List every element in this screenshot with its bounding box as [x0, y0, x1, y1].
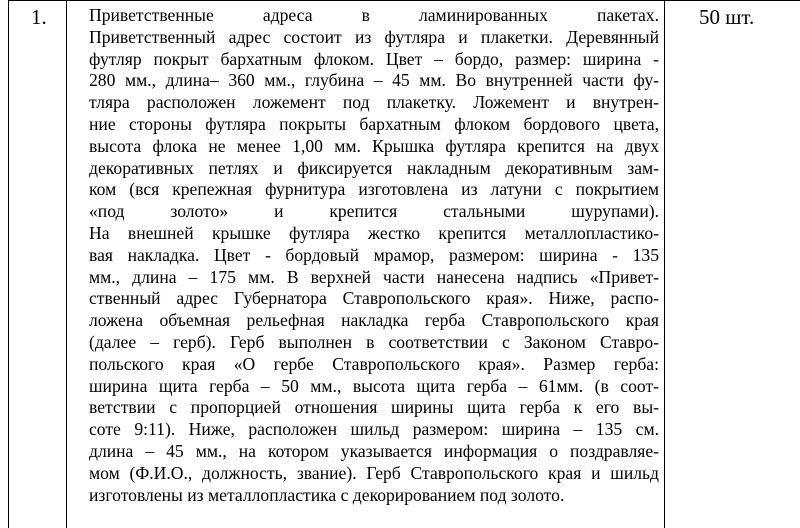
description-line: ширина щита герба – 50 мм., высота щита герба – 61мм. (в соот- — [89, 375, 659, 396]
description-line: высота флока не менее 1,00 мм. Крышка футляра крепится на двух — [89, 135, 659, 156]
item-description — [89, 5, 659, 506]
item-quantity: 50 шт. — [699, 5, 755, 29]
description-line: (далее – герб). Герб выполнен в соответствии с Законом Ставро- — [89, 331, 659, 352]
column-divider-description — [664, 1, 665, 528]
description-line: футляр покрыт бархатным флоком. Цвет – бордо, размер: ширина - — [89, 48, 659, 69]
description-line: ственный адрес Губернатора Ставропольского края». Ниже, распо- — [89, 288, 659, 309]
description-line: тляра расположен ложемент под плакетку. Ложемент и внутрен- — [89, 92, 659, 113]
description-line: вая накладка. Цвет - бордовый мрамор, размером: ширина - 135 — [89, 244, 659, 265]
description-line: польского края «О гербе Ставропольского края». Размер герба: — [89, 353, 659, 374]
description-line: На внешней крышке футляра жестко крепится металлопластико- — [89, 222, 659, 243]
description-line: ние стороны футляра покрыты бархатным флоком бордового цвета, — [89, 113, 659, 134]
row-number: 1. — [31, 5, 47, 29]
description-line: изготовлены из металлопластика с декорированием под золото. — [89, 484, 565, 505]
description-line: мм., длина – 175 мм. В верхней части нанесена надпись «Привет- — [89, 266, 659, 287]
description-line: мом (Ф.И.О., должность, звание). Герб Ставропольского края и шильд — [89, 462, 659, 483]
description-line: декоративных петлях и фиксируется накладным декоративным зам- — [89, 157, 659, 178]
description-line: длина – 45 мм., на котором указывается информация о поздравляе- — [89, 440, 659, 461]
description-line: ложена объемная рельефная накладка герба Ставропольского края — [89, 310, 659, 331]
column-divider-number — [66, 1, 67, 528]
description-line: Приветственный адрес состоит из футляра и плакетки. Деревянный — [89, 26, 659, 47]
description-line: соте 9:11). Ниже, расположен шильд размером: ширина – 135 см. — [89, 419, 659, 440]
spec-table — [8, 0, 800, 528]
description-line: ветствии с пропорцией отношения ширины щита герба к его вы- — [89, 397, 659, 418]
description-line: 280 мм., длина– 360 мм., глубина – 45 мм. Во внутренней части фу- — [89, 70, 659, 91]
description-line: Приветственные адреса в ламинированных пакетах. — [89, 5, 659, 25]
description-line: «под золото» и крепится стальными шурупами). — [89, 201, 659, 222]
description-line: ком (вся крепежная фурнитура изготовлена из латуни с покрытием — [89, 179, 659, 200]
